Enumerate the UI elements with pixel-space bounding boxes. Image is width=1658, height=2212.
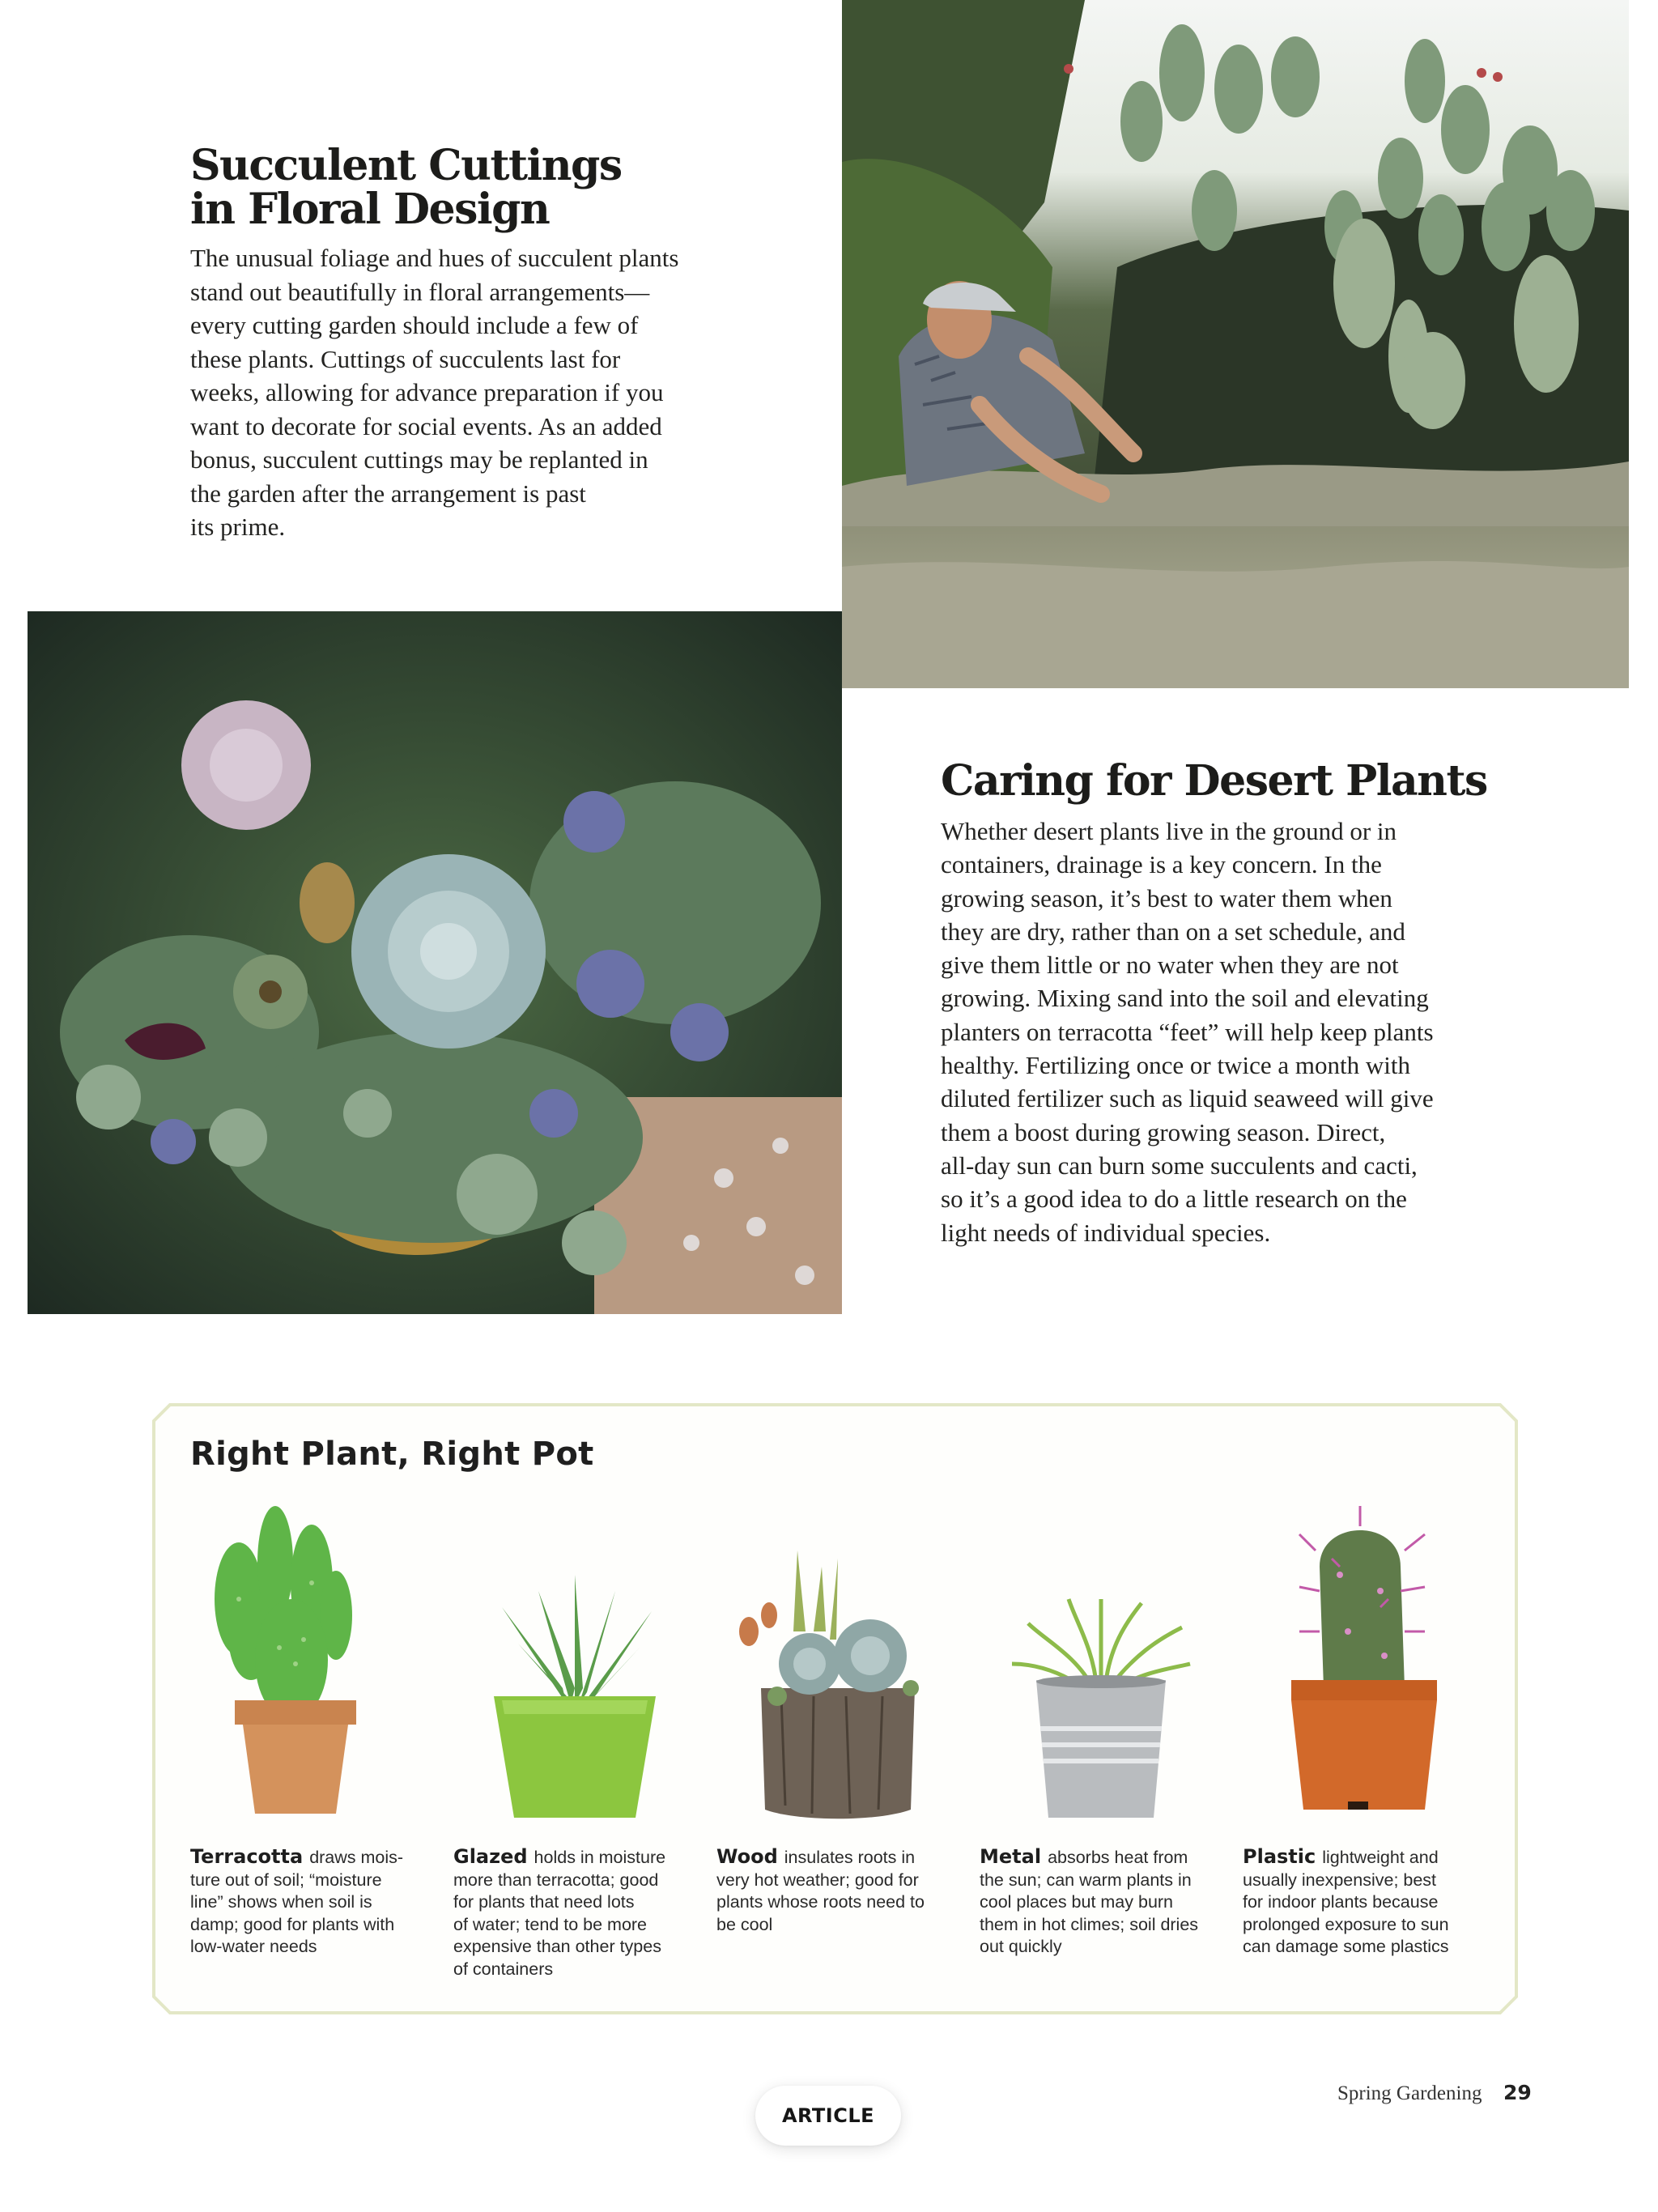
pot-name: Plastic <box>1243 1845 1316 1868</box>
pot-description-terracotta <box>190 1846 433 1959</box>
body-line: these plants. Cuttings of succulents last for <box>190 344 621 373</box>
body-line: them a boost during growing season. Direct, <box>941 1117 1386 1146</box>
plastic-cactus-icon <box>1243 1502 1486 1826</box>
body-line: they are dry, rather than on a set schedule, and <box>941 917 1405 946</box>
pot-desc-line: of water; tend to be more <box>453 1914 648 1934</box>
pot-description-glazed <box>453 1846 696 1980</box>
body-line: give them little or no water when they are not <box>941 951 1399 980</box>
body-line: the garden after the arrangement is past <box>190 479 586 508</box>
succulent-bouquet-photo <box>28 611 842 1314</box>
body-line: its prime. <box>190 513 286 541</box>
glazed-aloe-icon <box>453 1502 696 1826</box>
body-line: want to decorate for social events. As an added <box>190 411 662 440</box>
body-line: every cutting garden should include a few of <box>190 311 639 339</box>
pot-name: Terracotta <box>190 1845 304 1868</box>
pot-desc-line: plants whose roots need to <box>716 1892 925 1912</box>
pot-name: Wood <box>716 1845 778 1868</box>
pot-description-plastic <box>1243 1846 1486 1959</box>
title-line: in Floral Design <box>190 185 550 234</box>
pot-desc-line: ture out of soil; “moisture <box>190 1870 382 1890</box>
body-line: stand out beautifully in floral arrangements— <box>190 277 650 306</box>
pot-description-metal <box>980 1846 1222 1959</box>
pot-desc-line: insulates roots in <box>784 1848 916 1867</box>
body-line: growing season, it’s best to water them when <box>941 883 1392 912</box>
pot-desc-line: the sun; can warm plants in <box>980 1870 1192 1890</box>
body-line: all-day sun can burn some succulents and cacti, <box>941 1151 1418 1180</box>
pot-desc-line: lightweight and <box>1322 1848 1439 1867</box>
pot-desc-line: low-water needs <box>190 1937 317 1956</box>
body-line: containers, drainage is a key concern. In the <box>941 850 1382 879</box>
pot-name: Metal <box>980 1845 1042 1868</box>
pot-desc-line: for indoor plants because <box>1243 1892 1439 1912</box>
pot-desc-line: of containers <box>453 1959 554 1979</box>
pot-name: Glazed <box>453 1845 528 1868</box>
pot-desc-line: cool places but may burn <box>980 1892 1174 1912</box>
pot-desc-line: absorbs heat from <box>1048 1848 1188 1867</box>
body-line: light needs of individual species. <box>941 1218 1271 1247</box>
pot-desc-line: be cool <box>716 1914 773 1934</box>
section-title-succulent-cuttings <box>190 141 757 234</box>
terracotta-cactus-icon <box>190 1502 433 1826</box>
title-line: Succulent Cuttings <box>190 141 622 190</box>
page-number: 29 <box>1503 2081 1532 2104</box>
pot-desc-line: draws mois- <box>309 1848 404 1867</box>
gardener-cactus-photo <box>842 0 1629 688</box>
section-body-desert-plants <box>941 815 1507 1249</box>
body-line: weeks, allowing for advance preparation if you <box>190 378 664 406</box>
pot-desc-line: prolonged exposure to sun <box>1243 1914 1449 1934</box>
pot-desc-line: expensive than other types <box>453 1937 661 1956</box>
body-line: growing. Mixing sand into the soil and elevating <box>941 984 1429 1013</box>
pot-desc-line: for plants that need lots <box>453 1892 635 1912</box>
section-title-desert-plants: Caring for Desert Plants <box>941 756 1487 806</box>
section-body-succulent-cuttings <box>190 241 741 544</box>
pot-desc-line: more than terracotta; good <box>453 1870 659 1890</box>
sidebar-title: Right Plant, Right Pot <box>190 1436 594 1473</box>
pot-desc-line: them in hot climes; soil dries <box>980 1914 1199 1934</box>
body-line: The unusual foliage and hues of succulent plants <box>190 244 679 272</box>
body-line: so it’s a good idea to do a little research on the <box>941 1185 1407 1214</box>
body-line: diluted fertilizer such as liquid seaweed will give <box>941 1084 1434 1113</box>
article-button[interactable]: ARTICLE <box>755 2086 901 2146</box>
bouquet-photo-illustration <box>28 611 842 1314</box>
metal-bucket-icon <box>980 1502 1222 1826</box>
gardener-photo-illustration <box>842 0 1629 688</box>
pot-desc-line: line” shows when soil is <box>190 1892 372 1912</box>
pot-description-wood <box>716 1846 959 1936</box>
body-line: bonus, succulent cuttings may be replanted in <box>190 445 648 474</box>
pot-desc-line: usually inexpensive; best <box>1243 1870 1437 1890</box>
body-line: healthy. Fertilizing once or twice a month with <box>941 1051 1410 1080</box>
pot-desc-line: out quickly <box>980 1937 1062 1956</box>
pot-desc-line: can damage some plastics <box>1243 1937 1449 1956</box>
body-line: Whether desert plants live in the ground or in <box>941 817 1397 845</box>
pot-desc-line: damp; good for plants with <box>190 1914 395 1934</box>
publication-name: Spring Gardening <box>1337 2082 1482 2104</box>
pot-desc-line: holds in moisture <box>534 1848 666 1867</box>
pot-desc-line: very hot weather; good for <box>716 1870 919 1890</box>
body-line: planters on terracotta “feet” will help keep plants <box>941 1017 1434 1046</box>
wood-succulents-icon <box>716 1502 959 1826</box>
